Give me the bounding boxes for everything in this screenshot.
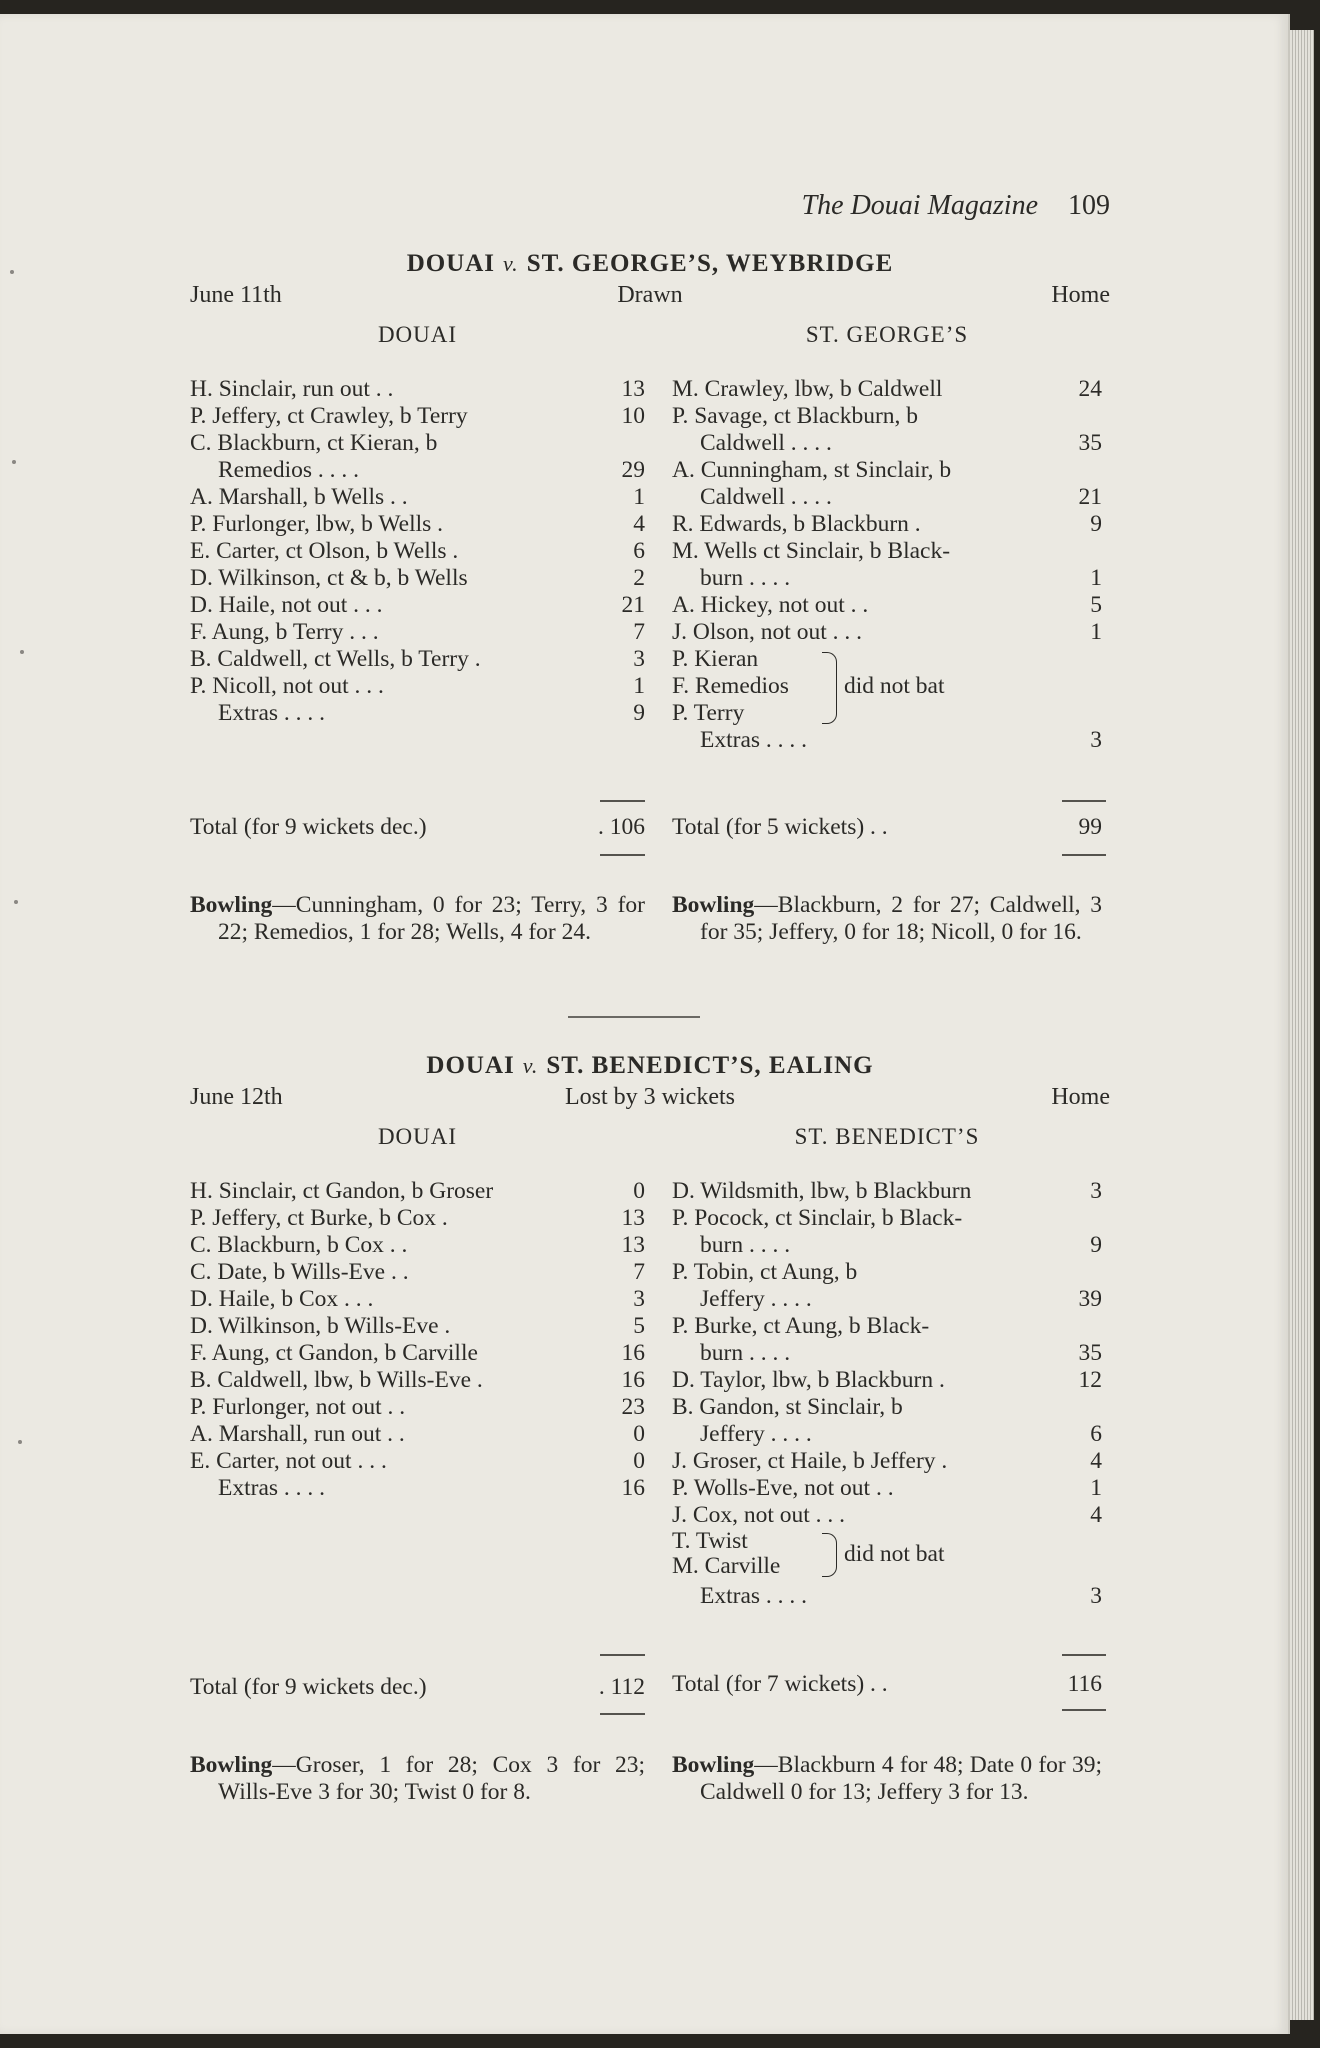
batsman-dismissal xyxy=(672,1394,1102,1448)
batsman-row xyxy=(672,1205,1102,1259)
dnb-player-name: T. Twist xyxy=(672,1528,748,1554)
batsman-name: C. Date, b Wills-Eve . . xyxy=(190,1259,409,1285)
batsman-dismissal xyxy=(190,430,645,484)
batsman-name: F. Aung, b Terry . . . xyxy=(190,619,379,645)
team-heading: DOUAI xyxy=(377,322,458,347)
batsman-name: P. Savage, ct Blackburn, b xyxy=(672,403,919,429)
batsman-runs: 16 xyxy=(621,1367,645,1393)
match-date: June 11th xyxy=(190,282,282,308)
batsman-dismissal xyxy=(672,1178,1102,1205)
batsman-dismissal xyxy=(190,376,645,403)
batsman-name: D. Wilkinson, b Wills-Eve . xyxy=(190,1313,451,1339)
batsman-name: E. Carter, ct Olson, b Wells . xyxy=(190,538,459,564)
batsman-row xyxy=(672,1313,1102,1367)
versus: v. xyxy=(522,1053,539,1078)
dismissal-continuation: Caldwell . . . . xyxy=(700,484,832,510)
batsman-dismissal xyxy=(190,538,645,565)
batsman-dismissal xyxy=(672,538,1102,592)
batsman-row xyxy=(190,1178,645,1205)
batsman-row xyxy=(190,1313,645,1340)
batsman-row xyxy=(190,403,645,430)
batsman-runs: 0 xyxy=(633,1448,645,1474)
batsman-dismissal xyxy=(190,1448,645,1475)
batsman-name: J. Olson, not out . . . xyxy=(672,619,862,645)
did-not-bat-group xyxy=(672,646,1102,727)
batsman-row xyxy=(190,484,645,511)
douai-innings xyxy=(190,320,645,727)
extras-label: Extras . . . . xyxy=(700,727,808,753)
total-rule-top xyxy=(1062,800,1106,802)
batsman-name: A. Marshall, b Wells . . xyxy=(190,484,408,510)
batsman-row xyxy=(190,565,645,592)
match-result: Drawn xyxy=(617,282,683,308)
bowling-figures: —Cunningham, 0 for 23; Terry, 3 for 22; Remedios, 1 for 28; Wells, 4 for 24. xyxy=(218,892,645,945)
bowling-figures: —Blackburn 4 for 48; Date 0 for 39; Caldwell 0 for 13; Jeffery 3 for 13. xyxy=(700,1752,1102,1805)
batsman-dismissal xyxy=(190,1313,645,1340)
match-title xyxy=(190,248,1110,280)
home-team-name: DOUAI xyxy=(406,250,496,277)
dnb-player-name: P. Terry xyxy=(672,700,745,726)
batsman-name: P. Jeffery, ct Crawley, b Terry xyxy=(190,403,468,429)
batsman-row xyxy=(190,1421,645,1448)
batsman-dismissal xyxy=(672,1502,1102,1529)
batsman-row xyxy=(190,1394,645,1421)
batsman-name: A. Marshall, run out . . xyxy=(190,1421,405,1447)
dnb-player-name: P. Kieran xyxy=(672,646,759,672)
batsman-dismissal xyxy=(190,511,645,538)
magazine-title: The Douai Magazine xyxy=(801,190,1038,221)
margin-speck xyxy=(20,650,24,654)
batsman-row xyxy=(672,619,1102,646)
batsman-runs: 29 xyxy=(621,457,645,483)
batsman-dismissal xyxy=(672,403,1102,457)
batsman-runs: 1 xyxy=(1090,619,1102,645)
batsman-runs: 39 xyxy=(1078,1286,1102,1312)
batsman-name: B. Caldwell, ct Wells, b Terry . xyxy=(190,646,481,672)
batsman-dismissal xyxy=(190,592,645,619)
dismissal-continuation: burn . . . . xyxy=(700,565,791,591)
batsman-row xyxy=(672,511,1102,538)
st-georges-bowling xyxy=(672,892,1102,946)
dnb-player-name: M. Carville xyxy=(672,1553,781,1579)
batsman-row xyxy=(190,511,645,538)
extras-label: Extras . . . . xyxy=(700,1583,808,1609)
batsman-row xyxy=(672,592,1102,619)
batsman-row xyxy=(672,376,1102,403)
batsman-row xyxy=(190,592,645,619)
did-not-bat-label: did not bat xyxy=(844,1541,945,1567)
extras-row xyxy=(190,1475,645,1502)
batsman-dismissal xyxy=(190,673,645,700)
total-value: . 106 xyxy=(598,814,645,840)
batsman-name: C. Blackburn, b Cox . . xyxy=(190,1232,408,1258)
dismissal-continuation: burn . . . . xyxy=(700,1232,791,1258)
batsman-name: F. Aung, ct Gandon, b Carville xyxy=(190,1340,478,1366)
batsman-dismissal xyxy=(672,457,1102,511)
batsman-name: A. Hickey, not out . . xyxy=(672,592,869,618)
batting-list xyxy=(672,376,1102,646)
batsman-runs: 35 xyxy=(1078,430,1102,456)
bowling-heading: Bowling xyxy=(190,892,273,918)
extras-row xyxy=(672,1583,1102,1610)
batsman-dismissal xyxy=(672,1205,1102,1259)
batsman-runs: 2 xyxy=(633,565,645,591)
dismissal-continuation: Remedios . . . . xyxy=(218,457,359,483)
douai-bowling xyxy=(190,1752,645,1806)
match-venue: Home xyxy=(1051,282,1110,308)
batsman-name: P. Wolls-Eve, not out . . xyxy=(672,1475,894,1501)
total-rule-top xyxy=(1062,1654,1106,1656)
batsman-runs: 21 xyxy=(1078,484,1102,510)
batsman-dismissal xyxy=(190,484,645,511)
extras-row xyxy=(190,700,645,727)
batsman-runs: 4 xyxy=(1090,1448,1102,1474)
batsman-dismissal xyxy=(672,1448,1102,1475)
total-label: Total (for 9 wickets dec.) xyxy=(190,814,427,840)
batsman-runs: 16 xyxy=(621,1340,645,1366)
versus: v. xyxy=(503,251,519,276)
batsman-name: P. Burke, ct Aung, b Black- xyxy=(672,1313,930,1339)
batsman-runs: 3 xyxy=(1090,1178,1102,1204)
total-rule-top xyxy=(600,1654,645,1656)
batsman-dismissal xyxy=(672,511,1102,538)
home-team-name: DOUAI xyxy=(426,1052,515,1079)
batsman-row xyxy=(190,619,645,646)
douai-innings xyxy=(190,1122,645,1502)
page-edges xyxy=(1290,30,1314,2020)
batsman-dismissal xyxy=(190,565,645,592)
match-venue: Home xyxy=(1051,1084,1110,1110)
batsman-row xyxy=(190,538,645,565)
extras-runs: 9 xyxy=(633,700,645,726)
batsman-runs: 0 xyxy=(633,1178,645,1204)
batsman-runs: 4 xyxy=(1090,1502,1102,1528)
batsman-dismissal xyxy=(190,1286,645,1313)
batsman-name: P. Jeffery, ct Burke, b Cox . xyxy=(190,1205,448,1231)
batsman-row xyxy=(190,1259,645,1286)
batsman-dismissal xyxy=(672,1259,1102,1313)
batsman-name: P. Nicoll, not out . . . xyxy=(190,673,384,699)
batsman-row xyxy=(672,1394,1102,1448)
match-meta xyxy=(190,1082,1110,1112)
batsman-row xyxy=(672,538,1102,592)
total-value: . 112 xyxy=(598,1674,645,1700)
batsman-dismissal xyxy=(190,1367,645,1394)
batsman-name: P. Furlonger, lbw, b Wells . xyxy=(190,511,444,537)
margin-speck xyxy=(12,460,16,464)
margin-speck xyxy=(14,900,18,904)
batsman-name: J. Cox, not out . . . xyxy=(672,1502,846,1528)
batsman-runs: 13 xyxy=(621,1205,645,1231)
batsman-row xyxy=(190,1367,645,1394)
batsman-row xyxy=(190,673,645,700)
batsman-name: H. Sinclair, ct Gandon, b Groser xyxy=(190,1178,494,1204)
total-rule-bottom xyxy=(600,1713,645,1715)
batsman-row xyxy=(190,1286,645,1313)
dismissal-continuation: Jeffery . . . . xyxy=(700,1286,812,1312)
batsman-name: A. Cunningham, st Sinclair, b xyxy=(672,457,952,483)
batsman-name: D. Haile, b Cox . . . xyxy=(190,1286,374,1312)
batsman-name: M. Crawley, lbw, b Caldwell xyxy=(672,376,943,402)
batsman-name: D. Wilkinson, ct & b, b Wells xyxy=(190,565,468,591)
match-st-benedicts xyxy=(190,1050,1110,1805)
batsman-row xyxy=(190,1448,645,1475)
batsman-row xyxy=(672,1367,1102,1394)
batsman-runs: 4 xyxy=(633,511,645,537)
extras-runs: 16 xyxy=(621,1475,645,1501)
batsman-row xyxy=(190,1340,645,1367)
batsman-dismissal xyxy=(672,1367,1102,1394)
batsman-name: C. Blackburn, ct Kieran, b xyxy=(190,430,438,456)
batsman-runs: 9 xyxy=(1090,1232,1102,1258)
batsman-runs: 5 xyxy=(1090,592,1102,618)
batsman-dismissal xyxy=(672,376,1102,403)
batsman-name: B. Caldwell, lbw, b Wills-Eve . xyxy=(190,1367,483,1393)
batsman-runs: 12 xyxy=(1078,1367,1102,1393)
batsman-runs: 6 xyxy=(1090,1421,1102,1447)
margin-speck xyxy=(10,270,14,274)
douai-bowling xyxy=(190,892,645,946)
batsman-name: D. Taylor, lbw, b Blackburn . xyxy=(672,1367,945,1393)
bowling-heading: Bowling xyxy=(672,1752,755,1778)
batsman-runs: 7 xyxy=(633,1259,645,1285)
match-meta xyxy=(190,280,1110,310)
team-heading: DOUAI xyxy=(377,1124,458,1149)
batsman-runs: 35 xyxy=(1078,1340,1102,1366)
batsman-runs: 13 xyxy=(621,1232,645,1258)
batsman-dismissal xyxy=(190,1178,645,1205)
batsman-runs: 6 xyxy=(633,538,645,564)
total-value: 99 xyxy=(1078,814,1102,840)
st-georges-innings xyxy=(672,320,1102,754)
bowling-figures: —Groser, 1 for 28; Cox 3 for 23; Wills-Eve 3 for 30; Twist 0 for 8. xyxy=(218,1752,645,1805)
batsman-name: D. Wildsmith, lbw, b Blackburn xyxy=(672,1178,972,1204)
batsman-runs: 1 xyxy=(633,484,645,510)
total-label: Total (for 7 wickets) . . xyxy=(672,1671,888,1697)
batting-list xyxy=(672,1178,1102,1529)
batsman-runs: 3 xyxy=(633,646,645,672)
batsman-dismissal xyxy=(672,592,1102,619)
total-value: 116 xyxy=(1067,1671,1102,1697)
batsman-row xyxy=(672,1502,1102,1529)
extras-row xyxy=(672,727,1102,754)
total-label: Total (for 5 wickets) . . xyxy=(672,814,888,840)
batsman-row xyxy=(672,1475,1102,1502)
total-rule-bottom xyxy=(1062,854,1106,856)
batsman-row xyxy=(190,646,645,673)
dismissal-continuation: Jeffery . . . . xyxy=(700,1421,812,1447)
batsman-row xyxy=(672,1448,1102,1475)
batsman-dismissal xyxy=(190,1340,645,1367)
section-separator xyxy=(568,1016,700,1018)
batsman-dismissal xyxy=(190,1259,645,1286)
batsman-dismissal xyxy=(190,1205,645,1232)
batsman-dismissal xyxy=(190,1421,645,1448)
margin-speck xyxy=(18,1440,22,1444)
batsman-dismissal xyxy=(672,1313,1102,1367)
batsman-name: P. Furlonger, not out . . xyxy=(190,1394,406,1420)
match-result: Lost by 3 wickets xyxy=(565,1084,735,1110)
batsman-row xyxy=(672,1259,1102,1313)
extras-label: Extras . . . . xyxy=(218,1475,326,1501)
did-not-bat-label: did not bat xyxy=(844,673,945,699)
brace xyxy=(822,1533,837,1577)
batsman-runs: 23 xyxy=(621,1394,645,1420)
batsman-name: P. Pocock, ct Sinclair, b Black- xyxy=(672,1205,963,1231)
batsman-runs: 9 xyxy=(1090,511,1102,537)
batsman-runs: 24 xyxy=(1078,376,1102,402)
batsman-runs: 0 xyxy=(633,1421,645,1447)
batsman-name: E. Carter, not out . . . xyxy=(190,1448,387,1474)
bowling-figures: —Blackburn, 2 for 27; Caldwell, 3 for 35; Jeffery, 0 for 18; Nicoll, 0 for 16. xyxy=(700,892,1102,945)
batsman-dismissal xyxy=(190,646,645,673)
batsman-runs: 10 xyxy=(621,403,645,429)
batsman-dismissal xyxy=(672,1475,1102,1502)
batsman-runs: 1 xyxy=(1090,1475,1102,1501)
batsman-dismissal xyxy=(672,619,1102,646)
magazine-page xyxy=(0,14,1290,2034)
dnb-player-name: F. Remedios xyxy=(672,673,789,699)
did-not-bat-group xyxy=(672,1529,1102,1583)
st-benedicts-bowling xyxy=(672,1752,1102,1806)
total-rule-bottom xyxy=(1062,1709,1106,1711)
batsman-name: H. Sinclair, run out . . xyxy=(190,376,394,402)
extras-runs: 3 xyxy=(1090,1583,1102,1609)
batsman-name: M. Wells ct Sinclair, b Black- xyxy=(672,538,951,564)
batsman-row xyxy=(190,1205,645,1232)
team-heading: ST. GEORGE’S xyxy=(805,322,969,347)
team-heading: ST. BENEDICT’S xyxy=(794,1124,980,1149)
batsman-name: R. Edwards, b Blackburn . xyxy=(672,511,921,537)
page-number: 109 xyxy=(1068,190,1110,221)
batsman-runs: 13 xyxy=(621,376,645,402)
batsman-runs: 3 xyxy=(633,1286,645,1312)
batting-list xyxy=(190,1178,645,1475)
batsman-name: J. Groser, ct Haile, b Jeffery . xyxy=(672,1448,948,1474)
batsman-runs: 7 xyxy=(633,619,645,645)
running-header xyxy=(700,190,1110,222)
batsman-dismissal xyxy=(190,1394,645,1421)
batsman-dismissal xyxy=(190,1232,645,1259)
batsman-name: P. Tobin, ct Aung, b xyxy=(672,1259,858,1285)
bowling-heading: Bowling xyxy=(190,1752,273,1778)
bowling-heading: Bowling xyxy=(672,892,755,918)
extras-runs: 3 xyxy=(1090,727,1102,753)
away-team-name: ST. BENEDICT’S, EALING xyxy=(546,1052,874,1079)
match-date: June 12th xyxy=(190,1084,283,1110)
batsman-row xyxy=(190,430,645,484)
batsman-dismissal xyxy=(190,403,645,430)
dismissal-continuation: Caldwell . . . . xyxy=(700,430,832,456)
batsman-row xyxy=(672,457,1102,511)
batsman-row xyxy=(672,1178,1102,1205)
batsman-name: B. Gandon, st Sinclair, b xyxy=(672,1394,903,1420)
batsman-row xyxy=(672,403,1102,457)
extras-label: Extras . . . . xyxy=(218,700,326,726)
total-rule-top xyxy=(600,800,645,802)
batsman-runs: 1 xyxy=(633,673,645,699)
away-team-name: ST. GEORGE’S, WEYBRIDGE xyxy=(526,250,894,277)
batsman-runs: 21 xyxy=(621,592,645,618)
total-rule-bottom xyxy=(600,854,645,856)
match-st-georges xyxy=(190,248,1110,945)
batsman-row xyxy=(190,376,645,403)
batsman-name: D. Haile, not out . . . xyxy=(190,592,383,618)
batsman-dismissal xyxy=(190,619,645,646)
brace xyxy=(822,652,837,724)
batting-list xyxy=(190,376,645,700)
match-title xyxy=(190,1050,1110,1082)
batsman-runs: 5 xyxy=(633,1313,645,1339)
batsman-row xyxy=(190,1232,645,1259)
total-label: Total (for 9 wickets dec.) xyxy=(190,1674,427,1700)
dismissal-continuation: burn . . . . xyxy=(700,1340,791,1366)
batsman-runs: 1 xyxy=(1090,565,1102,591)
st-benedicts-innings xyxy=(672,1122,1102,1610)
